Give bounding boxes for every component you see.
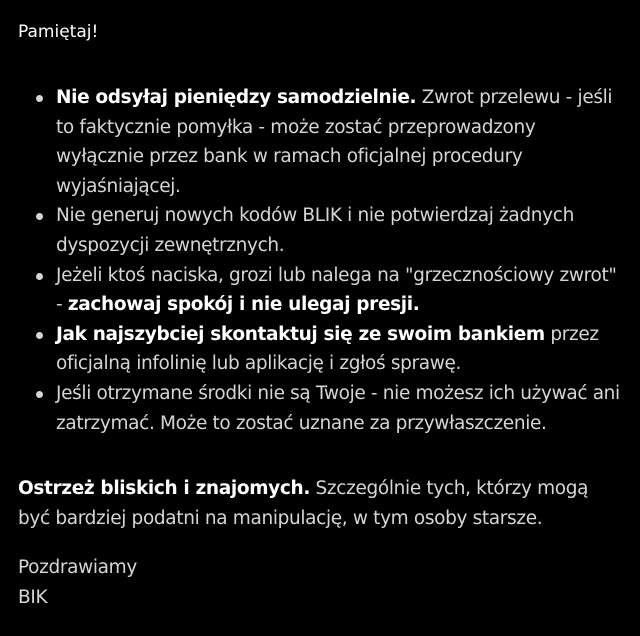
list-item: [56, 320, 622, 379]
list-item: [56, 261, 622, 320]
bullet-text: przez oficjalną infolinię lub aplikację i zgłoś sprawę.: [56, 323, 599, 375]
bullet-dot-icon: [36, 391, 43, 398]
list-item: [56, 201, 622, 260]
bullet-emphasis: zachowaj spokój i nie ulegaj presji.: [67, 294, 420, 316]
signoff-greeting: Pozdrawiamy: [18, 557, 137, 579]
list-item: [56, 83, 622, 201]
bullet-text: Jeśli otrzymane środki nie są Twoje - nie możesz ich używać ani zatrzymać. Może to zostać uznane za przywłaszczenie.: [56, 382, 620, 434]
bullet-emphasis: Nie odsyłaj pieniędzy samodzielnie.: [56, 87, 417, 108]
bullet-dot-icon: [36, 332, 43, 339]
warning-text: Szczególnie tych, którzy mogą być bardziej podatni na manipulację, w tym osoby starsze.: [18, 478, 589, 529]
bullet-text: Zwrot przelewu - jeśli to faktycznie pomyłka - może zostać przeprowadzony wyłącznie przez bank w ramach oficjalnej procedury wyjaśniającej.: [56, 87, 613, 197]
message-heading: Pamiętaj!: [18, 22, 99, 42]
bullet-dot-icon: [36, 273, 43, 280]
advice-list: [18, 83, 622, 438]
bullet-emphasis: Jak najszybciej skontaktuj się ze swoim bankiem: [56, 323, 545, 345]
bullet-dot-icon: [36, 95, 43, 102]
signoff: [18, 553, 622, 612]
bullet-text: Jeżeli ktoś naciska, grozi lub nalega na "grzecznościowy zwrot" -: [56, 264, 617, 316]
warning-paragraph: [18, 474, 622, 533]
list-item: [56, 379, 622, 438]
bullet-dot-icon: [36, 213, 43, 220]
signoff-signature: BIK: [18, 586, 48, 608]
bullet-text: Nie generuj nowych kodów BLIK i nie potwierdzaj żadnych dyspozycji zewnętrznych.: [56, 205, 574, 256]
warning-emphasis: Ostrzeż bliskich i znajomych.: [18, 478, 310, 500]
